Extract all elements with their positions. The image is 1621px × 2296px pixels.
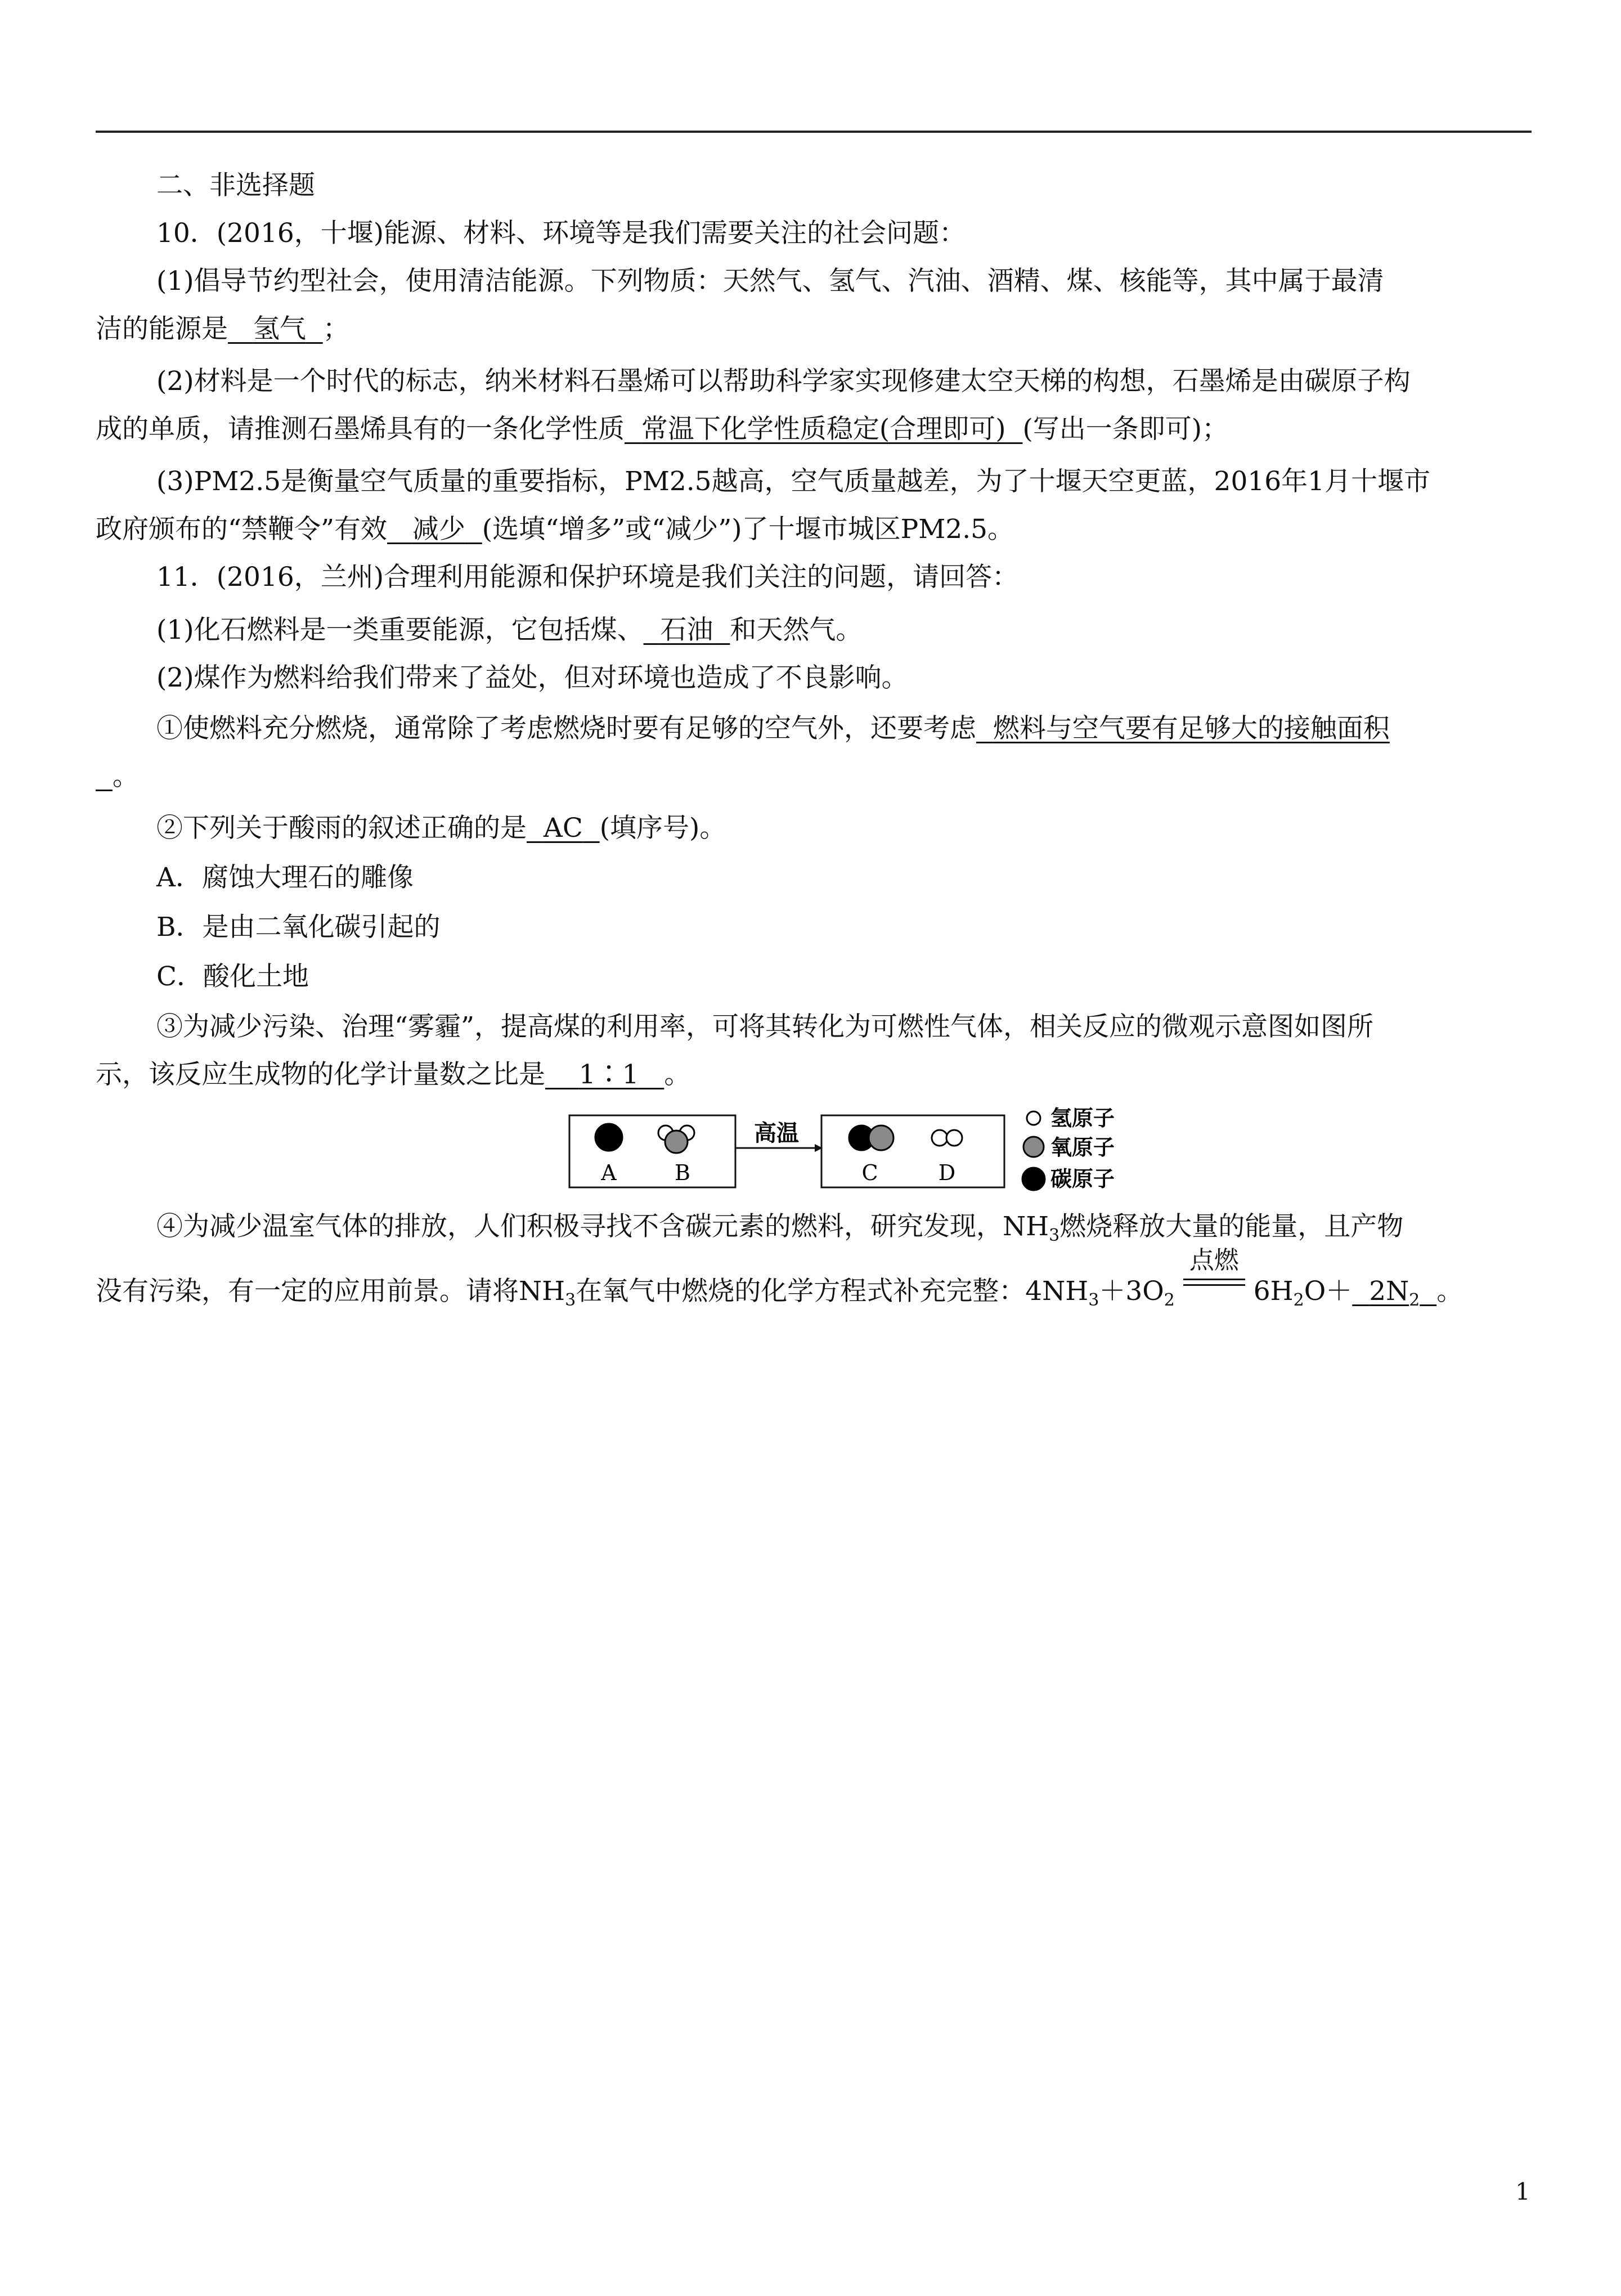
q11-p1: (1)化石燃料是一类重要能源，它包括煤、 石油 和天然气。 [156, 615, 863, 645]
q10-p1-line1: (1)倡导节约型社会，使用清洁能源。下列物质：天然气、氢气、汽油、酒精、煤、核能等，其中属于最清 [156, 266, 1384, 297]
q10-p3-line2: 政府颁布的“禁鞭令”有效 减少 (选填“增多”或“减少”)了十堰市城区PM2.5。 [96, 514, 1014, 545]
answer-nitrogen: $2N_2$ [1369, 1276, 1420, 1310]
product-box [821, 1115, 1004, 1187]
q10-p2-line2: 成的单质，请推测石墨烯具有的一条化学性质 常温下化学性质稳定(合理即可) (写出一条即可)； [96, 414, 1229, 445]
legend-carbon-label: 碳原子 [1050, 1167, 1115, 1191]
header-rule [96, 131, 1532, 133]
legend-oxygen-icon [1023, 1137, 1044, 1157]
label-b: B [675, 1160, 690, 1185]
q10-p2-line1: (2)材料是一个时代的标志，纳米材料石墨烯可以帮助科学家实现修建太空天梯的构想，石墨烯是由碳原子构 [156, 366, 1411, 397]
hydrogen-atom-d2 [946, 1130, 962, 1146]
q11-p2: (2)煤作为燃料给我们带来了益处，但对环境也造成了不良影响。 [156, 662, 908, 693]
q10-p3-line1: (3)PM2.5是衡量空气质量的重要指标，PM2.5越高，空气质量越差，为了十堰天空更蓝，2016年1月十堰市 [156, 466, 1431, 497]
q11-s1-line2: 。 [112, 761, 139, 792]
option-a: A．腐蚀大理石的雕像 [156, 862, 414, 893]
q11-s3-line2: 示，该反应生成物的化学计量数之比是 1∶1 。 [96, 1059, 691, 1090]
q11-s1-line1: ①使燃料充分燃烧，通常除了考虑燃烧时要有足够的空气外，还要考虑 燃料与空气要有足够大的接触面积 [156, 713, 1390, 744]
q10-stem: 10．(2016，十堰)能源、材料、环境等是我们需要关注的社会问题： [156, 218, 966, 249]
page-number: 1 [1515, 2178, 1530, 2205]
label-c: C [861, 1160, 878, 1185]
q11-s4-line1: ④为减少温室气体的排放，人们积极寻找不含碳元素的燃料，研究发现，$NH_3$燃烧释放大量的能量，且产物 [156, 1211, 1404, 1245]
oxygen-atom-c [869, 1125, 893, 1150]
option-c: C．酸化土地 [156, 961, 309, 992]
legend-oxygen-label: 氧原子 [1050, 1135, 1115, 1160]
equation-condition: 点燃 [1183, 1276, 1245, 1310]
carbon-atom-a [595, 1124, 622, 1151]
legend-hydrogen-label: 氢原子 [1050, 1106, 1115, 1131]
q11-s3-line1: ③为减少污染、治理“雾霾”，提高煤的利用率，可将其转化为可燃性气体，相关反应的微观示意图如图所 [156, 1011, 1374, 1042]
answer-hydrogen: 氢气 [253, 313, 306, 344]
option-b: B．是由二氧化碳引起的 [156, 912, 441, 943]
answer-contact-area: 燃料与空气要有足够大的接触面积 [993, 713, 1390, 744]
reaction-micro-diagram [568, 1106, 1142, 1196]
q11-s4-line2: 没有污染，有一定的应用前景。请将$NH_3$在氧气中燃烧的化学方程式补充完整：$4NH_3+3O_2$ 点燃 $6H_2O+ 2N_2$ 。 [96, 1246, 1463, 1310]
legend-hydrogen-icon [1027, 1111, 1040, 1125]
label-a: A [601, 1160, 617, 1185]
hydrogen-atom-d1 [932, 1130, 948, 1146]
oxygen-atom-b [665, 1131, 688, 1153]
label-d: D [938, 1160, 956, 1185]
answer-graphene-property: 常温下化学性质稳定(合理即可) [641, 414, 1006, 445]
answer-reduce: 减少 [412, 514, 465, 545]
section-title: 二、非选择题 [156, 170, 315, 201]
answer-ratio: 1∶1 [578, 1059, 639, 1090]
reactant-box [569, 1115, 735, 1187]
answer-ac: AC [543, 813, 583, 844]
q11-s2: ②下列关于酸雨的叙述正确的是 AC (填序号)。 [156, 813, 726, 844]
legend-carbon-icon [1022, 1168, 1045, 1190]
answer-petroleum: 石油 [660, 615, 713, 645]
q11-stem: 11．(2016，兰州)合理利用能源和保护环境是我们关注的问题，请回答： [156, 562, 1019, 593]
q10-p1-line2: 洁的能源是 氢气 ； [96, 313, 349, 344]
reaction-condition: 高温 [754, 1120, 799, 1146]
